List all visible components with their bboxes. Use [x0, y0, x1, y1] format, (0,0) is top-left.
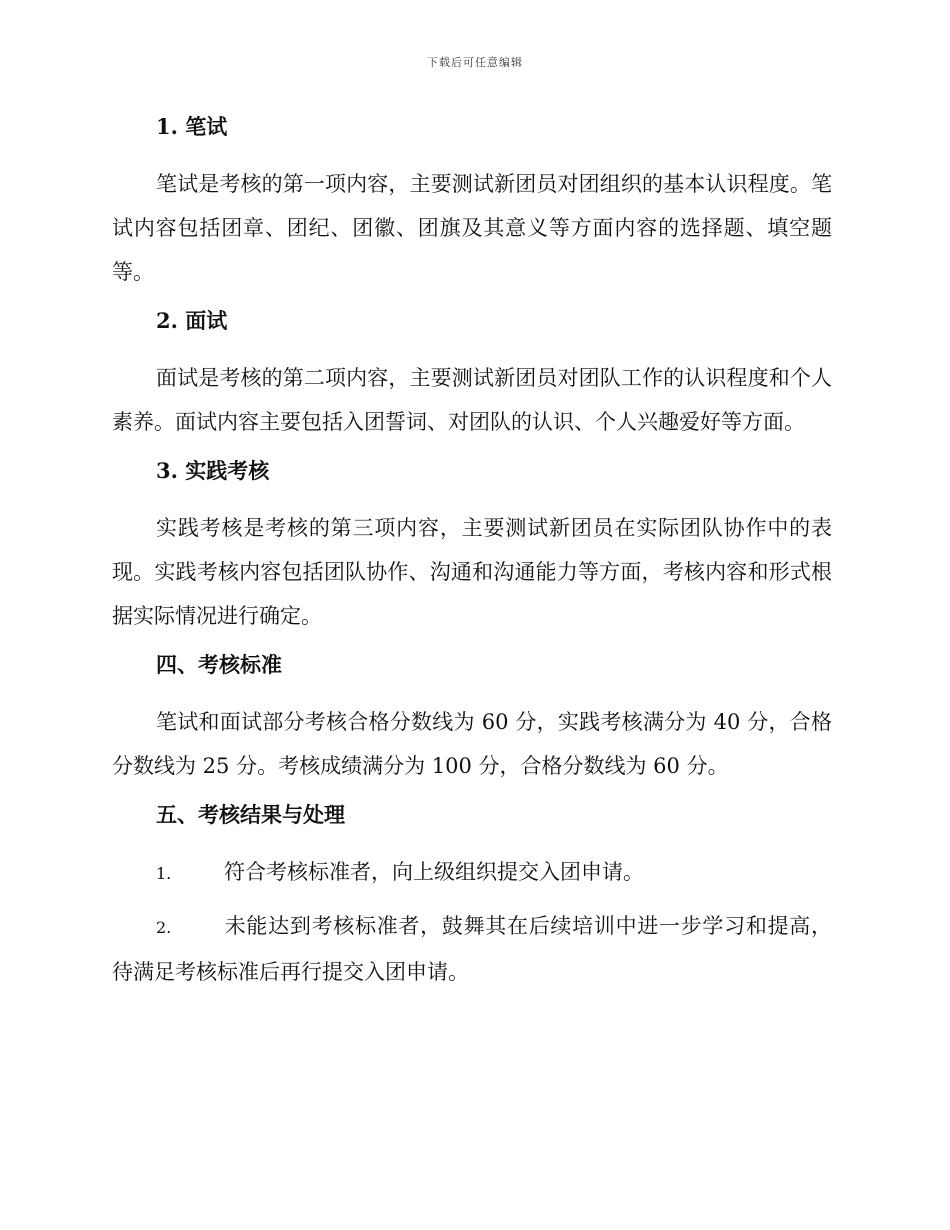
section-heading-results: 五、考核结果与处理 [156, 802, 345, 827]
section-paragraph-practice: 实践考核是考核的第三项内容，主要测试新团员在实际团队协作中的表现。实践考核内容包括团队协作、沟通和沟通能力等方面，考核内容和形式根据实际情况进行确定。 [112, 516, 832, 628]
section-paragraph-interview: 面试是考核的第二项内容，主要测试新团员对团队工作的认识程度和个人素养。面试内容主要包括入团誓词、对团队的认识、个人兴趣爱好等方面。 [112, 366, 832, 434]
section-heading-practice: 3. 实践考核 [156, 458, 270, 483]
list-item-number: 1. [156, 864, 172, 883]
list-item-number: 2. [156, 918, 172, 937]
section-paragraph-standards: 笔试和面试部分考核合格分数线为 60 分，实践考核满分为 40 分，合格分数线为 25 分。考核成绩满分为 100 分，合格分数线为 60 分。 [112, 710, 832, 778]
section-heading-interview: 2. 面试 [156, 308, 228, 333]
section-paragraph-written-test: 笔试是考核的第一项内容，主要测试新团员对团组织的基本认识程度。笔试内容包括团章、团纪、团徽、团旗及其意义等方面内容的选择题、填空题等。 [112, 172, 832, 284]
list-item-text: 未能达到考核标准者，鼓舞其在后续培训中进一步学习和提高，待满足考核标准后再行提交入团申请。 [112, 914, 832, 984]
list-item [112, 850, 832, 896]
list-item [112, 904, 832, 994]
section-heading-written-test: 1. 笔试 [156, 114, 228, 139]
list-item-text: 符合考核标准者，向上级组织提交入团申请。 [224, 860, 644, 884]
document-body [112, 108, 832, 1002]
section-heading-standards: 四、考核标准 [156, 652, 282, 677]
page-header-note: 下载后可任意编辑 [427, 56, 523, 69]
